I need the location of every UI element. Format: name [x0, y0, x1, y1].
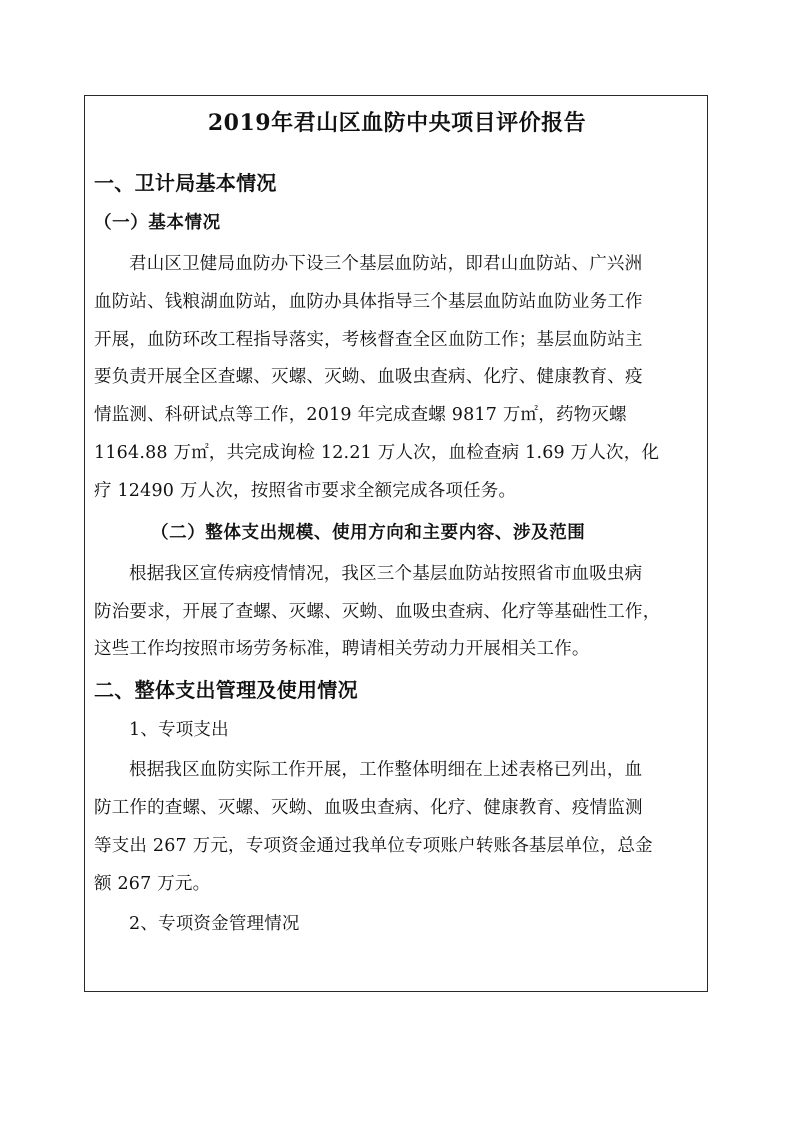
paragraph-line: 情监测、科研试点等工作，2019 年完成查螺 9817 万㎡，药物灭螺 — [94, 405, 627, 425]
subsection-2-heading: （二）整体支出规模、使用方向和主要内容、涉及范围 — [151, 523, 586, 543]
item-1-heading: 1、专项支出 — [129, 720, 229, 740]
item-2-heading: 2、专项资金管理情况 — [129, 914, 300, 934]
paragraph-line: 血防站、钱粮湖血防站，血防办具体指导三个基层血防站血防业务工作 — [94, 292, 643, 312]
report-title: 2019年君山区血防中央项目评价报告 — [207, 110, 587, 136]
paragraph-line: 根据我区血防实际工作开展，工作整体明细在上述表格已列出，血 — [129, 760, 643, 780]
paragraph-line: 开展，血防环改工程指导落实，考核督查全区血防工作；基层血防站主 — [94, 330, 643, 350]
paragraph-line: 疗 12490 万人次，按照省市要求全额完成各项任务。 — [94, 481, 517, 501]
paragraph-line: 根据我区宣传病疫情情况，我区三个基层血防站按照省市血吸虫病 — [129, 564, 643, 584]
report-frame — [84, 95, 708, 992]
paragraph-line: 1164.88 万㎡，共完成询检 12.21 万人次，血检查病 1.69 万人次，化 — [94, 443, 660, 463]
subsection-1-heading: （一）基本情况 — [94, 213, 221, 233]
paragraph-line: 防工作的查螺、灭螺、灭蚴、血吸虫查病、化疗、健康教育、疫情监测 — [94, 798, 643, 818]
paragraph-line: 要负责开展全区查螺、灭螺、灭蚴、血吸虫查病、化疗、健康教育、疫 — [94, 367, 643, 387]
paragraph-line: 这些工作均按照市场劳务标准，聘请相关劳动力开展相关工作。 — [94, 639, 590, 659]
paragraph-line: 防治要求，开展了查螺、灭螺、灭蚴、血吸虫查病、化疗等基础性工作， — [94, 602, 661, 622]
paragraph-line: 等支出 267 万元，专项资金通过我单位专项账户转账各基层单位，总金 — [94, 836, 653, 856]
section-2-heading: 二、整体支出管理及使用情况 — [94, 678, 358, 702]
paragraph-line: 君山区卫健局血防办下设三个基层血防站，即君山血防站、广兴洲 — [129, 254, 643, 274]
section-1-heading: 一、卫计局基本情况 — [94, 171, 277, 195]
paragraph-line: 额 267 万元。 — [94, 874, 211, 894]
